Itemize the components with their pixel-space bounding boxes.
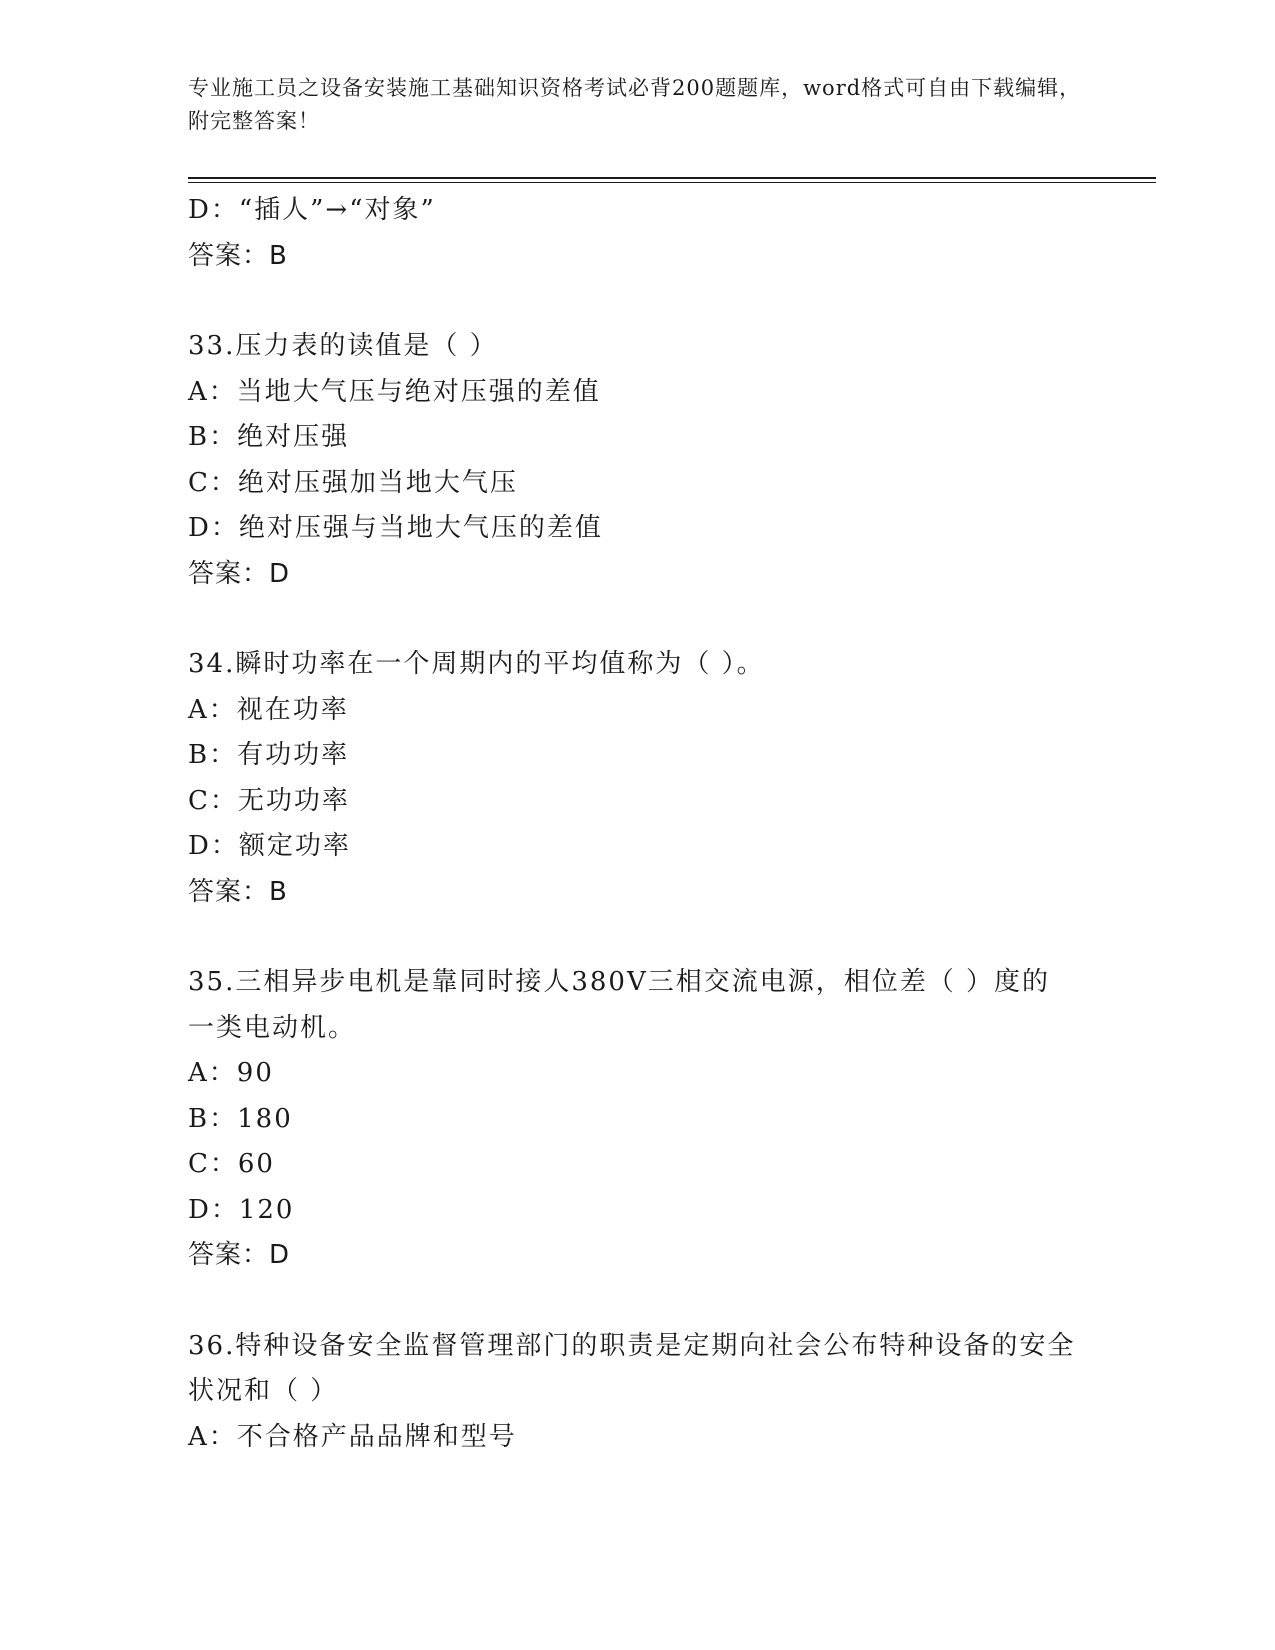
option-a: A：当地大气压与绝对压强的差值 xyxy=(188,376,601,407)
spacer xyxy=(188,279,1088,324)
spacer xyxy=(188,597,1088,642)
question-block-35 xyxy=(188,960,1088,1279)
option-b: B：有功功率 xyxy=(188,740,350,770)
option-a: A：90 xyxy=(188,1058,274,1088)
question-block-36 xyxy=(188,1324,1088,1461)
question-text: 33.压力表的读值是（ ） xyxy=(188,331,498,361)
question-text: 34.瞬时功率在一个周期内的平均值称为（ ）。 xyxy=(188,649,765,679)
answer-label: 答案：B xyxy=(188,240,288,271)
option-d: D：额定功率 xyxy=(188,831,351,861)
question-block-34 xyxy=(188,642,1088,915)
option-c: C：60 xyxy=(188,1149,275,1179)
question-block-33 xyxy=(188,324,1088,597)
question-list xyxy=(188,188,1088,1460)
document-header xyxy=(188,72,1088,138)
spacer xyxy=(188,1279,1088,1324)
option-d: D：120 xyxy=(188,1194,295,1225)
option-a: A：视在功率 xyxy=(188,694,349,725)
header-divider xyxy=(188,177,1156,179)
option-d: D：“插人”→“对象” xyxy=(188,195,436,225)
question-text: 35.三相异步电机是靠同时接人380V三相交流电源，相位差（ ）度的一类电动机。 xyxy=(188,967,1051,1043)
option-d: D：绝对压强与当地大气压的差值 xyxy=(188,513,603,543)
option-c: C：绝对压强加当地大气压 xyxy=(188,467,518,498)
answer-label: 答案：B xyxy=(188,876,288,907)
spacer xyxy=(188,915,1088,960)
question-block-prev xyxy=(188,188,1088,279)
question-text: 36.特种设备安全监督管理部门的职责是定期向社会公布特种设备的安全状况和（ ） xyxy=(188,1330,1076,1406)
option-b: B：绝对压强 xyxy=(188,422,350,452)
option-b: B：180 xyxy=(188,1103,293,1134)
answer-label: 答案：D xyxy=(188,1240,291,1270)
option-c: C：无功功率 xyxy=(188,785,350,816)
header-divider-thin xyxy=(188,182,1156,183)
option-a: A：不合格产品品牌和型号 xyxy=(188,1421,517,1452)
header-title: 专业施工员之设备安装施工基础知识资格考试必背200题题库，word格式可自由下载编辑，附完整答案！ xyxy=(188,76,1082,133)
answer-label: 答案：D xyxy=(188,558,291,589)
